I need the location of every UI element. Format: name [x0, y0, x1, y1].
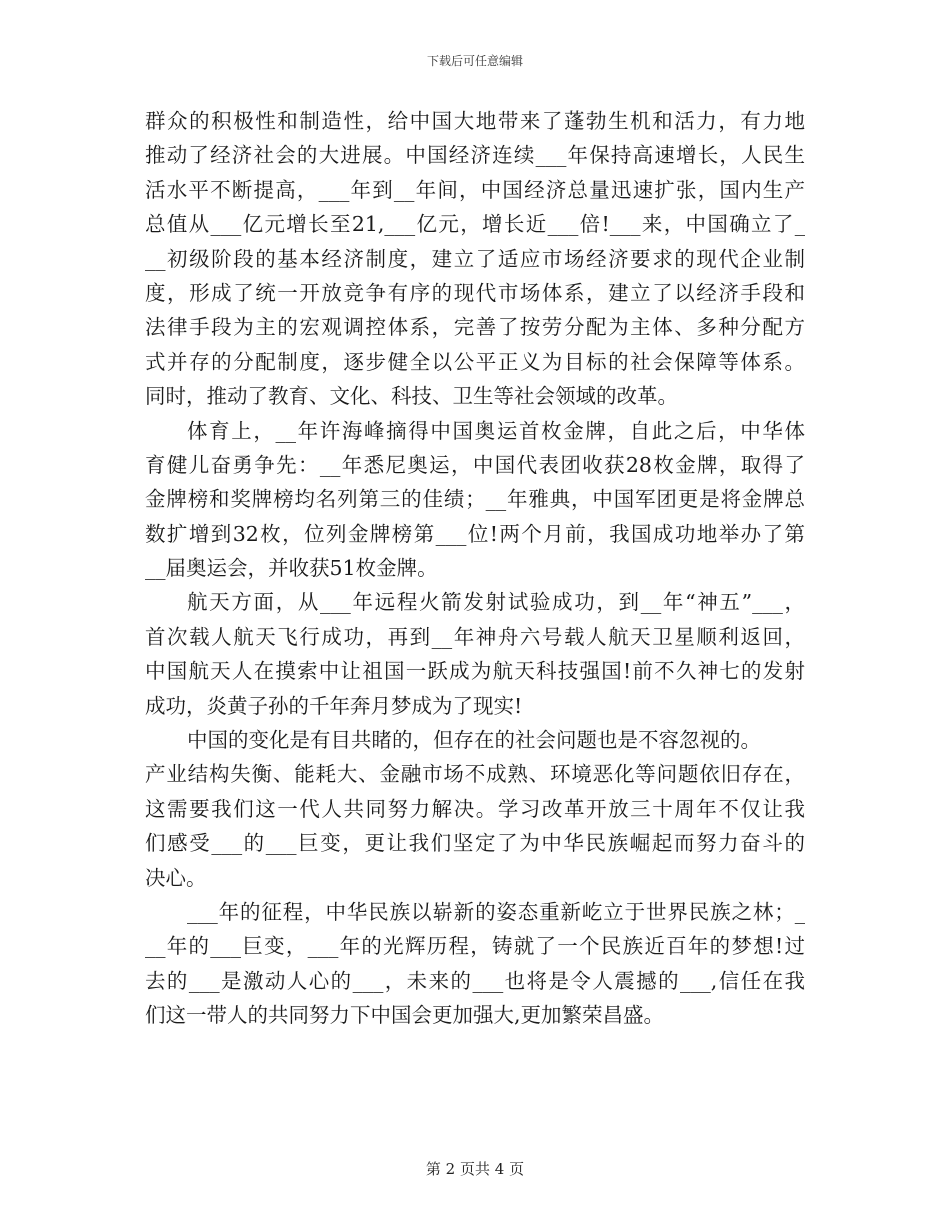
paragraph-conclusion: [145, 895, 805, 1033]
text-line: 去的___是激动人心的___，未来的___也将是令人震撼的___,信任在我: [145, 968, 805, 993]
text-line: 们这一带人的共同努力下中国会更加强大,更加繁荣昌盛。: [145, 1003, 665, 1028]
text-line: 中国的变化是有目共睹的，但存在的社会问题也是不容忽视的。: [187, 728, 761, 753]
text-line: 决心。: [145, 865, 207, 890]
page-number-footer: 第 2 页共 4 页: [425, 1160, 525, 1178]
text-line: 中国航天人在摸索中让祖国一跃成为航天科技强国!前不久神七的发射: [145, 659, 805, 684]
text-line: __年的___巨变，___年的光辉历程，铸就了一个民族近百年的梦想!过: [145, 934, 805, 959]
text-line: __届奥运会，并收获51枚金牌。: [145, 556, 438, 581]
paragraph-problems: [145, 723, 805, 895]
text-line: 数扩增到32枚，位列金牌榜第___位!两个月前，我国成功地举办了第: [145, 521, 805, 546]
text-line: 推动了经济社会的大进展。中国经济连续___年保持高速增长，人民生: [145, 143, 805, 168]
text-line: 活水平不断提高，___年到__年间，中国经济总量迅速扩张，国内生产: [145, 177, 805, 202]
text-line: 首次载人航天飞行成功，再到__年神舟六号载人航天卫星顺利返回，: [145, 624, 805, 649]
text-line: 金牌榜和奖牌榜均名列第三的佳绩；__年雅典，中国军团更是将金牌总: [145, 487, 805, 512]
text-line: 群众的积极性和制造性，给中国大地带来了蓬勃生机和活力，有力地: [145, 109, 805, 133]
text-line: 们感受___的___巨变，更让我们坚定了为中华民族崛起而努力奋斗的: [145, 831, 805, 856]
page-header: 下载后可任意编辑: [426, 54, 523, 68]
paragraph-sports: [145, 414, 805, 586]
text-line: 体育上，__年许海峰摘得中国奥运首枚金牌，自此之后，中华体: [187, 418, 805, 443]
document-body: [145, 104, 805, 1033]
text-line: 成功，炎黄子孙的千年奔月梦成为了现实!: [145, 693, 523, 718]
text-line: 度，形成了统一开放竞争有序的现代市场体系，建立了以经济手段和: [145, 280, 805, 305]
text-line: 这需要我们这一代人共同努力解决。学习改革开放三十周年不仅让我: [145, 796, 805, 821]
paragraph-aerospace: [145, 585, 805, 723]
text-line: ___年的征程，中华民族以崭新的姿态重新屹立于世界民族之林；_: [187, 899, 805, 924]
text-line: 航天方面，从___年远程火箭发射试验成功，到__年“神五”___，: [187, 590, 805, 615]
text-line: 产业结构失衡、能耗大、金融市场不成熟、环境恶化等问题依旧存在，: [145, 762, 805, 787]
text-line: 同时，推动了教育、文化、科技、卫生等社会领域的改革。: [145, 384, 678, 409]
text-line: 育健儿奋勇争先：__年悉尼奥运，中国代表团收获28枚金牌，取得了: [145, 452, 805, 477]
text-line: 式并存的分配制度，逐步健全以公平正义为目标的社会保障等体系。: [145, 349, 805, 374]
text-line: __初级阶段的基本经济制度，建立了适应市场经济要求的现代企业制: [145, 246, 805, 271]
paragraph-economy: [145, 104, 805, 414]
text-line: 法律手段为主的宏观调控体系，完善了按劳分配为主体、多种分配方: [145, 315, 805, 340]
text-line: 总值从___亿元增长至21,___亿元，增长近___倍!___来，中国确立了_: [145, 212, 805, 237]
